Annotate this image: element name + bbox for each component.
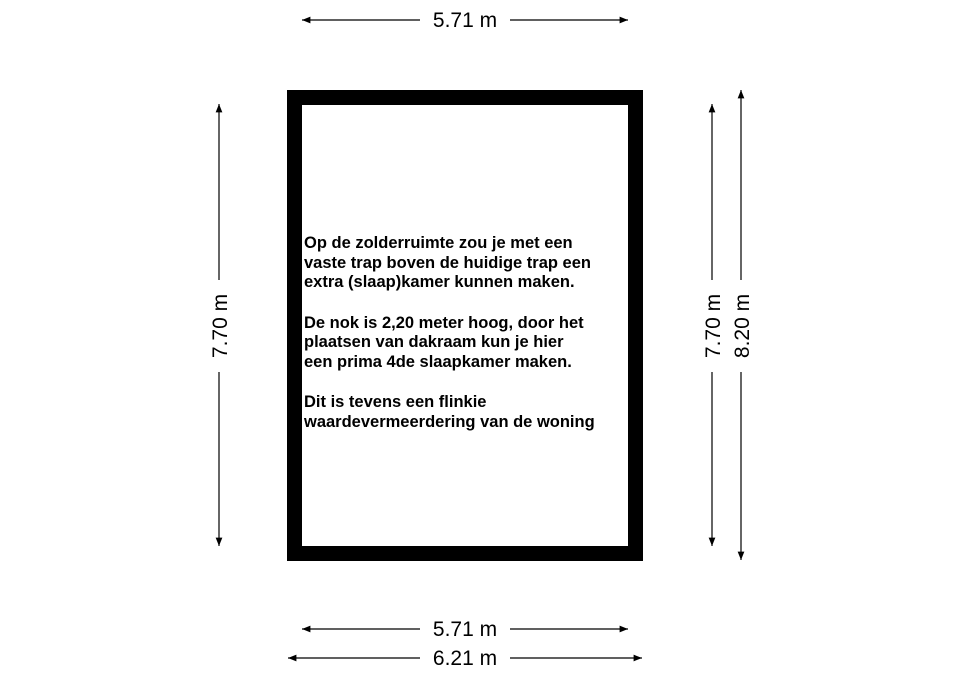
bottom-inner-width-dimension: [302, 618, 628, 641]
top-width-dimension: [302, 9, 628, 32]
right-inner-height-dimension: [702, 104, 725, 546]
left-height-label: 7.70 m: [209, 293, 232, 359]
bottom-inner-width-label: 5.71 m: [432, 618, 498, 641]
left-height-dimension: [209, 104, 232, 546]
bottom-outer-width-label: 6.21 m: [432, 647, 498, 670]
note-paragraph-1: Op de zolderruimte zou je met een vaste trap boven de huidige trap een extra (slaap)kamer kunnen maken.: [304, 234, 591, 291]
note-paragraph-3: Dit is tevens een flinkie waardevermeerdering van de woning: [304, 393, 595, 431]
note-paragraph-2: De nok is 2,20 meter hoog, door het plaatsen van dakraam kun je hier een prima 4de slaapkamer maken.: [304, 313, 584, 371]
room-note: [304, 234, 634, 432]
right-outer-height-label: 8.20 m: [731, 293, 754, 359]
right-outer-height-dimension: [731, 90, 754, 560]
bottom-outer-width-dimension: [288, 647, 642, 670]
top-width-label: 5.71 m: [432, 9, 498, 32]
right-inner-height-label: 7.70 m: [702, 293, 725, 359]
